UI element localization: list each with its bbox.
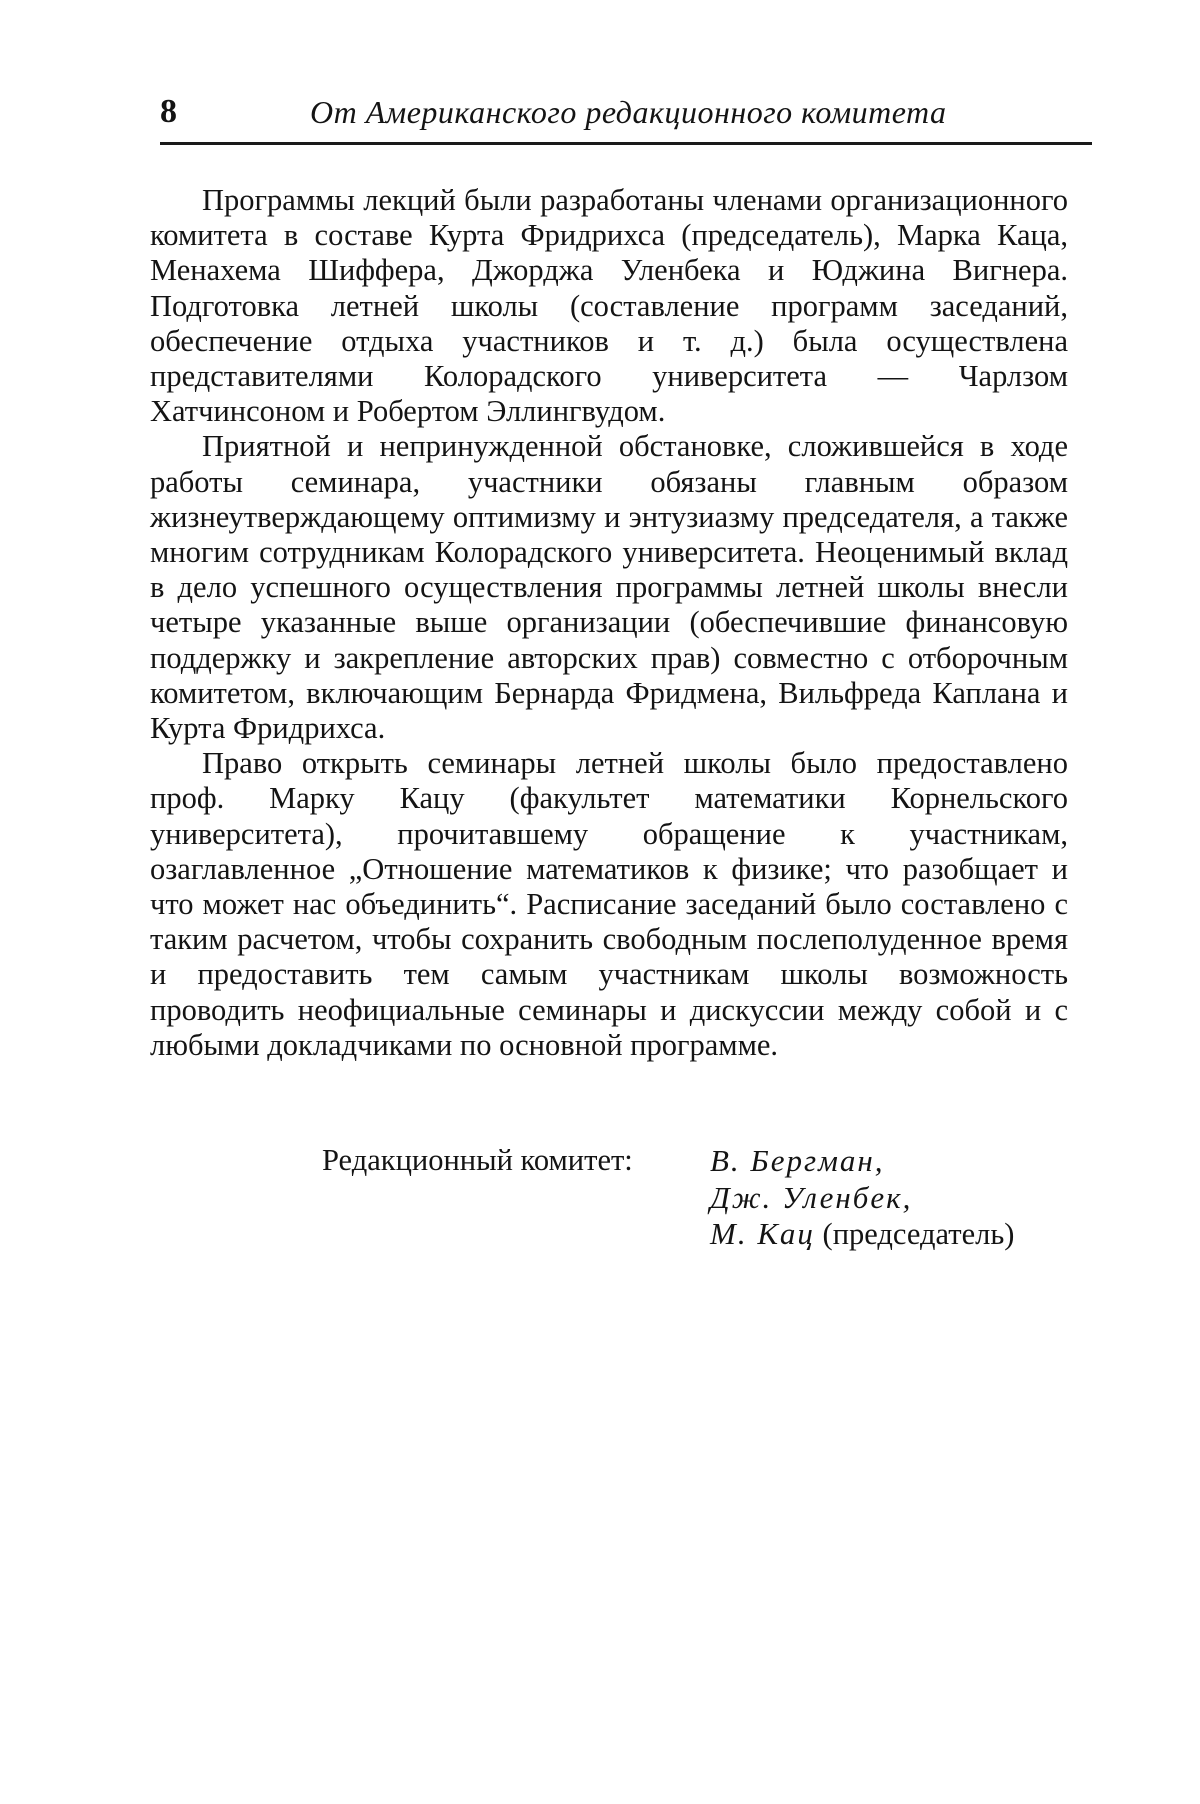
paragraph: Право открыть семинары летней школы было предоставлено проф. Марку Кацу (факультет математики Корнельского университета), прочитавшему обращение к участникам, озаглавленное „Отношение математиков к физике; что разобщает и что может нас объединить“. Расписание заседаний было составлено с таким расчетом, чтобы сохранить свободным послеполуденное время и предоставить тем самым участникам школы возможность проводить неофициальные семинары и дискуссии между собой и с любыми докладчиками по основной программе. <box>150 746 1068 1062</box>
signature-label: Редакционный комитет: <box>322 1143 633 1177</box>
header-rule <box>160 142 1092 145</box>
paragraph: Программы лекций были разработаны членами организационного комитета в составе Курта Фридрихса (председатель), Марка Каца, Менахема Шиффера, Джорджа Уленбека и Юджина Вигнера. Подготовка летней школы (составление программ заседаний, обеспечение отдыха участников и т. д.) была осуществлена представителями Колорадского университета — Чарлзом Хатчинсоном и Робертом Эллингвудом. <box>150 183 1068 429</box>
page-header <box>160 92 1092 142</box>
signatory-name: Дж. Уленбек, <box>710 1179 913 1215</box>
paragraph: Приятной и непринужденной обстановке, сложившейся в ходе работы семинара, участники обязаны главным образом жизнеутверждающему оптимизму и энтузиазму председателя, а также многим сотрудникам Колорадского университета. Неоценимый вклад в дело успешного осуществления программы летней школы внесли четыре указанные выше организации (обеспечившие финансовую поддержку и закрепление авторских прав) совместно с отборочным комитетом, включающим Бернарда Фридмена, Вильфреда Каплана и Курта Фридрихса. <box>150 429 1068 746</box>
body-text <box>150 183 1068 1063</box>
signatory-name: М. Кац <box>710 1216 815 1251</box>
signatory-role: (председатель) <box>822 1217 1015 1251</box>
page-number: 8 <box>160 93 177 130</box>
signatory <box>710 1216 1014 1253</box>
signature-names <box>710 1143 1014 1253</box>
running-head: От Американского редакционного комитета <box>310 94 947 130</box>
signature-block <box>322 1143 1082 1263</box>
signatory-name: В. Бергман, <box>710 1143 885 1178</box>
signatory <box>710 1180 1014 1217</box>
signatory <box>710 1143 1014 1180</box>
